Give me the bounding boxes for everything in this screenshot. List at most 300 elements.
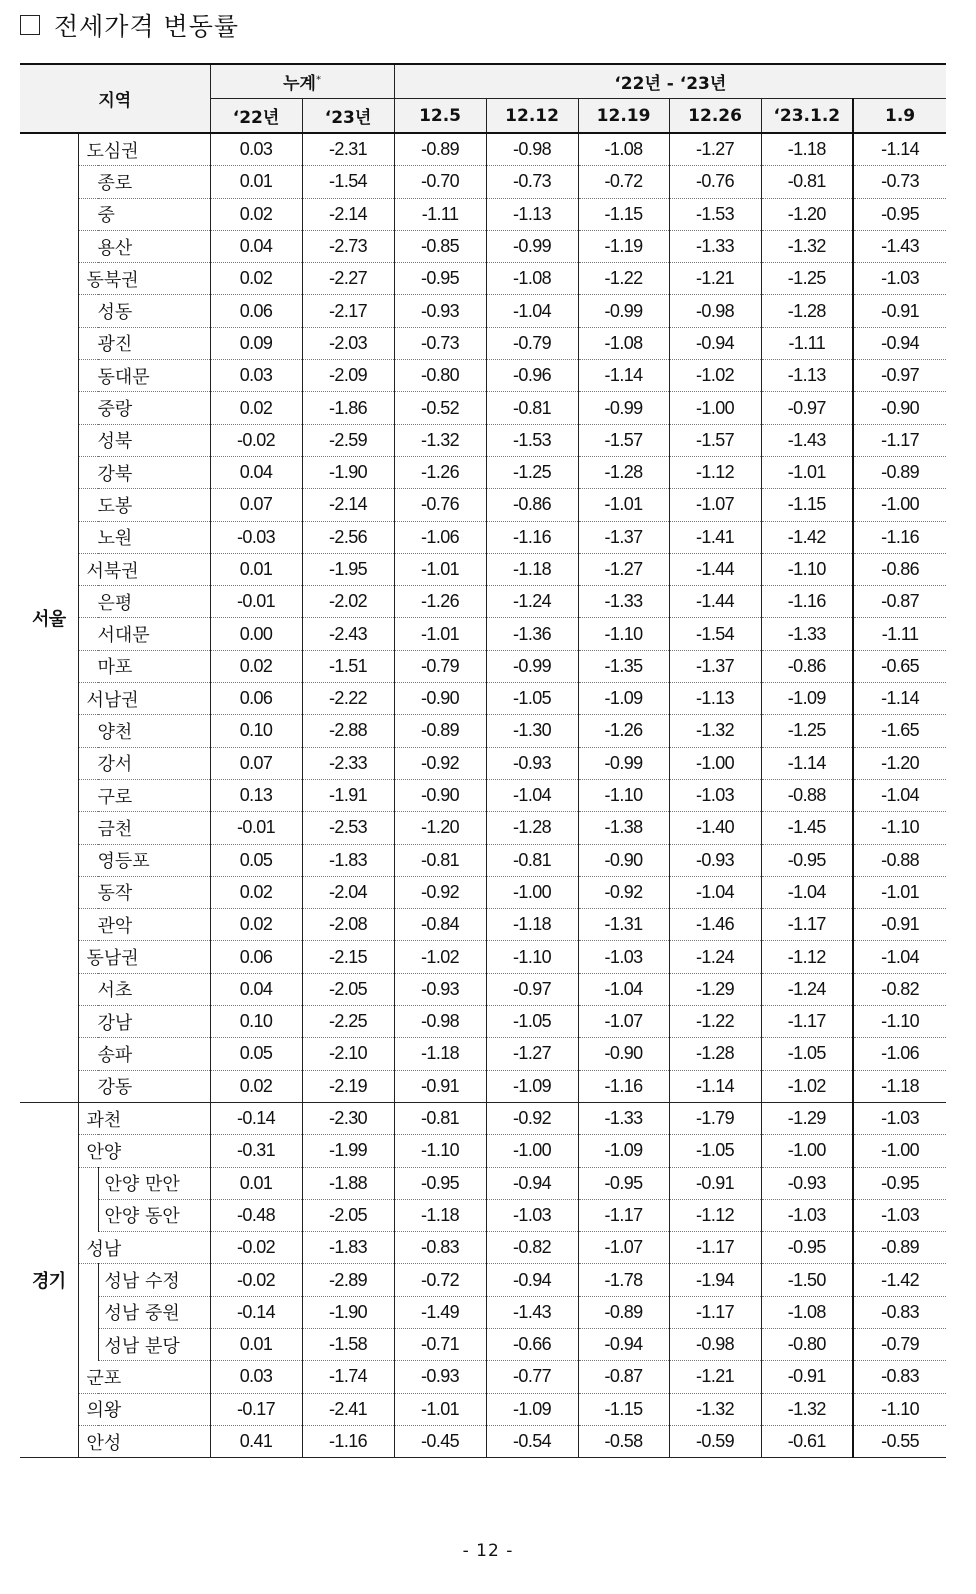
- value-cell: -1.24: [761, 973, 853, 1005]
- value-cell: -0.97: [853, 360, 946, 392]
- value-cell: -1.12: [669, 1199, 761, 1231]
- checkbox-square-icon: [20, 15, 40, 35]
- value-cell: -0.55: [853, 1425, 946, 1457]
- value-cell: -1.12: [761, 941, 853, 973]
- value-cell: -1.40: [669, 812, 761, 844]
- col-header: 12.19: [578, 99, 669, 134]
- value-cell: -1.90: [302, 456, 394, 488]
- indent-spacer: [78, 1296, 98, 1328]
- value-cell: -0.79: [486, 327, 578, 359]
- value-cell: -0.54: [486, 1425, 578, 1457]
- value-cell: -1.17: [669, 1296, 761, 1328]
- value-cell: -0.88: [761, 779, 853, 811]
- value-cell: -1.22: [669, 1006, 761, 1038]
- value-cell: -1.32: [761, 1393, 853, 1425]
- value-cell: -1.11: [394, 198, 486, 230]
- district-label: 구로: [78, 779, 210, 811]
- value-cell: -1.37: [669, 650, 761, 682]
- value-cell: -0.90: [394, 779, 486, 811]
- value-cell: -0.95: [853, 198, 946, 230]
- value-cell: -1.10: [761, 553, 853, 585]
- value-cell: -1.32: [669, 715, 761, 747]
- value-cell: -0.94: [853, 327, 946, 359]
- value-cell: -1.03: [486, 1199, 578, 1231]
- value-cell: -1.17: [761, 909, 853, 941]
- value-cell: -1.08: [486, 263, 578, 295]
- value-cell: -0.02: [210, 424, 302, 456]
- value-cell: -1.10: [394, 1135, 486, 1167]
- value-cell: 0.00: [210, 618, 302, 650]
- value-cell: -0.89: [394, 133, 486, 166]
- value-cell: -0.89: [853, 456, 946, 488]
- city-label: 서울: [20, 133, 78, 1102]
- table-row: [20, 392, 946, 424]
- value-cell: -1.28: [669, 1038, 761, 1070]
- value-cell: -0.83: [394, 1232, 486, 1264]
- table-row: [20, 198, 946, 230]
- table-row: [20, 424, 946, 456]
- value-cell: -0.99: [578, 747, 669, 779]
- value-cell: -0.97: [761, 392, 853, 424]
- table-row: [20, 747, 946, 779]
- value-cell: -1.18: [486, 909, 578, 941]
- value-cell: -1.18: [761, 133, 853, 166]
- value-cell: -0.98: [486, 133, 578, 166]
- district-label: 광진: [78, 327, 210, 359]
- value-cell: -1.78: [578, 1264, 669, 1296]
- district-label: 성남 분당: [98, 1328, 210, 1360]
- value-cell: 0.10: [210, 1006, 302, 1038]
- value-cell: -0.86: [486, 489, 578, 521]
- value-cell: -0.02: [210, 1264, 302, 1296]
- value-cell: -0.17: [210, 1393, 302, 1425]
- table-row: [20, 1199, 946, 1231]
- table-row: [20, 1070, 946, 1102]
- value-cell: -1.01: [761, 456, 853, 488]
- value-cell: -0.79: [853, 1328, 946, 1360]
- value-cell: -1.04: [578, 973, 669, 1005]
- value-cell: -1.27: [486, 1038, 578, 1070]
- value-cell: -0.81: [486, 844, 578, 876]
- value-cell: -1.01: [578, 489, 669, 521]
- table-row: [20, 456, 946, 488]
- value-cell: -1.53: [669, 198, 761, 230]
- table-row: [20, 1038, 946, 1070]
- value-cell: 0.04: [210, 973, 302, 1005]
- value-cell: -1.09: [486, 1070, 578, 1102]
- value-cell: -1.04: [669, 876, 761, 908]
- value-cell: -1.33: [578, 586, 669, 618]
- value-cell: -1.00: [761, 1135, 853, 1167]
- district-label: 중랑: [78, 392, 210, 424]
- value-cell: -1.27: [669, 133, 761, 166]
- value-cell: -0.81: [394, 844, 486, 876]
- value-cell: 0.02: [210, 650, 302, 682]
- value-cell: -0.93: [761, 1167, 853, 1199]
- district-label: 영등포: [78, 844, 210, 876]
- value-cell: -1.17: [578, 1199, 669, 1231]
- table-body: [20, 133, 946, 1458]
- table-row: [20, 360, 946, 392]
- value-cell: -1.07: [578, 1232, 669, 1264]
- district-label: 도심권: [78, 133, 210, 166]
- table-row: [20, 1006, 946, 1038]
- table-row: [20, 1232, 946, 1264]
- value-cell: -0.70: [394, 166, 486, 198]
- value-cell: -2.14: [302, 489, 394, 521]
- district-label: 성남 수정: [98, 1264, 210, 1296]
- value-cell: -1.79: [669, 1102, 761, 1134]
- district-label: 서대문: [78, 618, 210, 650]
- value-cell: -1.24: [486, 586, 578, 618]
- value-cell: -1.00: [853, 1135, 946, 1167]
- value-cell: -0.88: [853, 844, 946, 876]
- value-cell: -0.80: [394, 360, 486, 392]
- value-cell: 0.09: [210, 327, 302, 359]
- value-cell: -1.01: [853, 876, 946, 908]
- value-cell: -2.88: [302, 715, 394, 747]
- district-label: 강동: [78, 1070, 210, 1102]
- value-cell: 0.02: [210, 1070, 302, 1102]
- title-text: 전세가격 변동률: [54, 12, 239, 41]
- value-cell: -1.53: [486, 424, 578, 456]
- value-cell: -1.54: [669, 618, 761, 650]
- value-cell: -0.14: [210, 1296, 302, 1328]
- value-cell: -1.21: [669, 1361, 761, 1393]
- table-row: [20, 230, 946, 262]
- value-cell: -1.33: [669, 230, 761, 262]
- value-cell: 0.10: [210, 715, 302, 747]
- value-cell: -1.01: [394, 1393, 486, 1425]
- col-header: 12.5: [394, 99, 486, 134]
- indent-spacer: [78, 1328, 98, 1360]
- indent-spacer: [78, 1167, 98, 1199]
- value-cell: -0.80: [761, 1328, 853, 1360]
- district-label: 강북: [78, 456, 210, 488]
- table-row: [20, 553, 946, 585]
- table-row: [20, 295, 946, 327]
- value-cell: 0.02: [210, 392, 302, 424]
- indent-spacer: [78, 1199, 98, 1231]
- district-label: 성동: [78, 295, 210, 327]
- value-cell: -0.81: [761, 166, 853, 198]
- district-label: 양천: [78, 715, 210, 747]
- table-row: [20, 779, 946, 811]
- value-cell: -1.06: [853, 1038, 946, 1070]
- district-label: 강서: [78, 747, 210, 779]
- value-cell: -0.31: [210, 1135, 302, 1167]
- district-label: 동작: [78, 876, 210, 908]
- value-cell: -1.00: [853, 489, 946, 521]
- value-cell: -1.00: [486, 876, 578, 908]
- value-cell: -1.14: [669, 1070, 761, 1102]
- table-row: [20, 1264, 946, 1296]
- value-cell: -1.04: [486, 779, 578, 811]
- value-cell: -0.99: [486, 230, 578, 262]
- value-cell: -1.18: [853, 1070, 946, 1102]
- value-cell: -1.44: [669, 586, 761, 618]
- value-cell: -1.10: [578, 618, 669, 650]
- value-cell: -1.05: [669, 1135, 761, 1167]
- value-cell: -2.15: [302, 941, 394, 973]
- value-cell: -2.05: [302, 1199, 394, 1231]
- header-region: 지역: [20, 64, 210, 133]
- value-cell: -1.38: [578, 812, 669, 844]
- value-cell: -0.89: [853, 1232, 946, 1264]
- value-cell: -2.17: [302, 295, 394, 327]
- table-row: [20, 1425, 946, 1457]
- value-cell: 0.03: [210, 1361, 302, 1393]
- value-cell: -0.76: [394, 489, 486, 521]
- value-cell: -0.83: [853, 1361, 946, 1393]
- value-cell: -1.45: [761, 812, 853, 844]
- value-cell: -1.28: [486, 812, 578, 844]
- value-cell: -1.17: [853, 424, 946, 456]
- value-cell: -0.90: [578, 844, 669, 876]
- value-cell: -0.93: [394, 1361, 486, 1393]
- value-cell: -1.32: [669, 1393, 761, 1425]
- value-cell: -1.27: [578, 553, 669, 585]
- table-row: [20, 586, 946, 618]
- value-cell: -0.99: [578, 295, 669, 327]
- district-label: 은평: [78, 586, 210, 618]
- table-row: [20, 1328, 946, 1360]
- header-cumulative-mark: *: [315, 74, 321, 86]
- value-cell: -0.93: [486, 747, 578, 779]
- value-cell: -0.93: [394, 973, 486, 1005]
- value-cell: -2.22: [302, 683, 394, 715]
- value-cell: -1.28: [578, 456, 669, 488]
- value-cell: -1.20: [394, 812, 486, 844]
- district-label: 용산: [78, 230, 210, 262]
- value-cell: -0.98: [669, 1328, 761, 1360]
- value-cell: -1.04: [853, 941, 946, 973]
- value-cell: -1.43: [486, 1296, 578, 1328]
- value-cell: -0.58: [578, 1425, 669, 1457]
- value-cell: -1.26: [578, 715, 669, 747]
- value-cell: -1.14: [578, 360, 669, 392]
- value-cell: 0.01: [210, 166, 302, 198]
- table-row: [20, 327, 946, 359]
- value-cell: -2.25: [302, 1006, 394, 1038]
- value-cell: -2.89: [302, 1264, 394, 1296]
- value-cell: -0.91: [853, 295, 946, 327]
- value-cell: -1.11: [761, 327, 853, 359]
- value-cell: -1.46: [669, 909, 761, 941]
- district-label: 관악: [78, 909, 210, 941]
- district-label: 과천: [78, 1102, 210, 1134]
- value-cell: -1.01: [394, 618, 486, 650]
- value-cell: -1.58: [302, 1328, 394, 1360]
- value-cell: -0.94: [669, 327, 761, 359]
- value-cell: 0.02: [210, 876, 302, 908]
- district-label: 서남권: [78, 683, 210, 715]
- value-cell: -1.43: [853, 230, 946, 262]
- value-cell: -2.04: [302, 876, 394, 908]
- value-cell: -0.14: [210, 1102, 302, 1134]
- district-label: 동북권: [78, 263, 210, 295]
- value-cell: -1.07: [669, 489, 761, 521]
- table-row: [20, 1296, 946, 1328]
- value-cell: -0.98: [669, 295, 761, 327]
- value-cell: -1.30: [486, 715, 578, 747]
- table-row: [20, 650, 946, 682]
- value-cell: -1.16: [578, 1070, 669, 1102]
- value-cell: -1.09: [761, 683, 853, 715]
- value-cell: 0.13: [210, 779, 302, 811]
- value-cell: -1.03: [761, 1199, 853, 1231]
- value-cell: -2.59: [302, 424, 394, 456]
- value-cell: -1.51: [302, 650, 394, 682]
- value-cell: -1.25: [486, 456, 578, 488]
- value-cell: -1.05: [486, 1006, 578, 1038]
- value-cell: -1.50: [761, 1264, 853, 1296]
- value-cell: -2.08: [302, 909, 394, 941]
- value-cell: -0.81: [394, 1102, 486, 1134]
- header-cumulative-label: 누계: [283, 74, 316, 94]
- indent-spacer: [78, 1264, 98, 1296]
- table-row: [20, 133, 946, 166]
- value-cell: -1.05: [761, 1038, 853, 1070]
- value-cell: -1.02: [669, 360, 761, 392]
- table-row: [20, 521, 946, 553]
- value-cell: -0.61: [761, 1425, 853, 1457]
- district-label: 성북: [78, 424, 210, 456]
- value-cell: -2.43: [302, 618, 394, 650]
- value-cell: -0.03: [210, 521, 302, 553]
- value-cell: 0.01: [210, 1167, 302, 1199]
- value-cell: -1.29: [669, 973, 761, 1005]
- value-cell: 0.07: [210, 489, 302, 521]
- value-cell: -1.16: [853, 521, 946, 553]
- value-cell: -1.26: [394, 456, 486, 488]
- value-cell: -1.14: [853, 133, 946, 166]
- value-cell: -1.04: [761, 876, 853, 908]
- value-cell: -1.19: [578, 230, 669, 262]
- district-label: 안양 만안: [98, 1167, 210, 1199]
- value-cell: 0.06: [210, 941, 302, 973]
- value-cell: 0.03: [210, 360, 302, 392]
- value-cell: -1.32: [761, 230, 853, 262]
- value-cell: -1.10: [853, 812, 946, 844]
- page-title: [20, 8, 239, 42]
- col-header: 1.9: [853, 99, 946, 134]
- district-label: 성남 중원: [98, 1296, 210, 1328]
- value-cell: -1.10: [578, 779, 669, 811]
- value-cell: -2.73: [302, 230, 394, 262]
- value-cell: -1.08: [578, 133, 669, 166]
- value-cell: -0.92: [578, 876, 669, 908]
- value-cell: -0.01: [210, 586, 302, 618]
- col-header: 12.26: [669, 99, 761, 134]
- value-cell: -0.83: [853, 1296, 946, 1328]
- value-cell: -0.01: [210, 812, 302, 844]
- value-cell: -0.93: [669, 844, 761, 876]
- value-cell: 0.01: [210, 553, 302, 585]
- value-cell: -0.90: [578, 1038, 669, 1070]
- value-cell: -1.31: [578, 909, 669, 941]
- value-cell: -1.04: [486, 295, 578, 327]
- value-cell: -0.02: [210, 1232, 302, 1264]
- value-cell: -0.48: [210, 1199, 302, 1231]
- value-cell: -0.91: [761, 1361, 853, 1393]
- value-cell: -2.02: [302, 586, 394, 618]
- value-cell: -1.03: [853, 263, 946, 295]
- value-cell: -0.99: [486, 650, 578, 682]
- value-cell: -1.04: [853, 779, 946, 811]
- col-header: 12.12: [486, 99, 578, 134]
- value-cell: -1.32: [394, 424, 486, 456]
- value-cell: -1.03: [669, 779, 761, 811]
- value-cell: -2.41: [302, 1393, 394, 1425]
- value-cell: -1.95: [302, 553, 394, 585]
- value-cell: -2.27: [302, 263, 394, 295]
- table-row: [20, 1135, 946, 1167]
- value-cell: -0.85: [394, 230, 486, 262]
- table-row: [20, 1361, 946, 1393]
- value-cell: -1.14: [853, 683, 946, 715]
- value-cell: -1.08: [761, 1296, 853, 1328]
- value-cell: -0.96: [486, 360, 578, 392]
- value-cell: -1.99: [302, 1135, 394, 1167]
- table-row: [20, 618, 946, 650]
- value-cell: -1.22: [578, 263, 669, 295]
- value-cell: -0.92: [394, 747, 486, 779]
- district-label: 중: [78, 198, 210, 230]
- value-cell: -1.42: [761, 521, 853, 553]
- value-cell: -1.09: [578, 1135, 669, 1167]
- table-row: [20, 166, 946, 198]
- value-cell: 0.06: [210, 683, 302, 715]
- value-cell: -1.10: [853, 1006, 946, 1038]
- value-cell: -1.17: [669, 1232, 761, 1264]
- table-row: [20, 489, 946, 521]
- value-cell: -1.00: [669, 392, 761, 424]
- col-header: ‘22년: [210, 99, 302, 134]
- value-cell: -1.74: [302, 1361, 394, 1393]
- value-cell: -1.17: [761, 1006, 853, 1038]
- value-cell: -1.15: [578, 1393, 669, 1425]
- value-cell: -0.90: [394, 683, 486, 715]
- value-cell: -0.66: [486, 1328, 578, 1360]
- value-cell: -1.28: [761, 295, 853, 327]
- value-cell: -2.31: [302, 133, 394, 166]
- value-cell: -1.86: [302, 392, 394, 424]
- value-cell: -0.72: [394, 1264, 486, 1296]
- value-cell: -1.43: [761, 424, 853, 456]
- value-cell: -0.91: [669, 1167, 761, 1199]
- value-cell: -1.12: [669, 456, 761, 488]
- value-cell: -0.95: [578, 1167, 669, 1199]
- value-cell: -0.95: [761, 844, 853, 876]
- value-cell: 0.03: [210, 133, 302, 166]
- district-label: 서초: [78, 973, 210, 1005]
- value-cell: -1.21: [669, 263, 761, 295]
- value-cell: -1.01: [394, 553, 486, 585]
- value-cell: -0.84: [394, 909, 486, 941]
- value-cell: -1.13: [486, 198, 578, 230]
- district-label: 마포: [78, 650, 210, 682]
- value-cell: -1.03: [853, 1199, 946, 1231]
- value-cell: -0.97: [486, 973, 578, 1005]
- value-cell: -0.95: [853, 1167, 946, 1199]
- value-cell: 0.07: [210, 747, 302, 779]
- header-period: ‘22년 - ‘23년: [394, 64, 946, 99]
- value-cell: 0.04: [210, 456, 302, 488]
- value-cell: -1.16: [302, 1425, 394, 1457]
- value-cell: -0.89: [578, 1296, 669, 1328]
- value-cell: -0.95: [394, 263, 486, 295]
